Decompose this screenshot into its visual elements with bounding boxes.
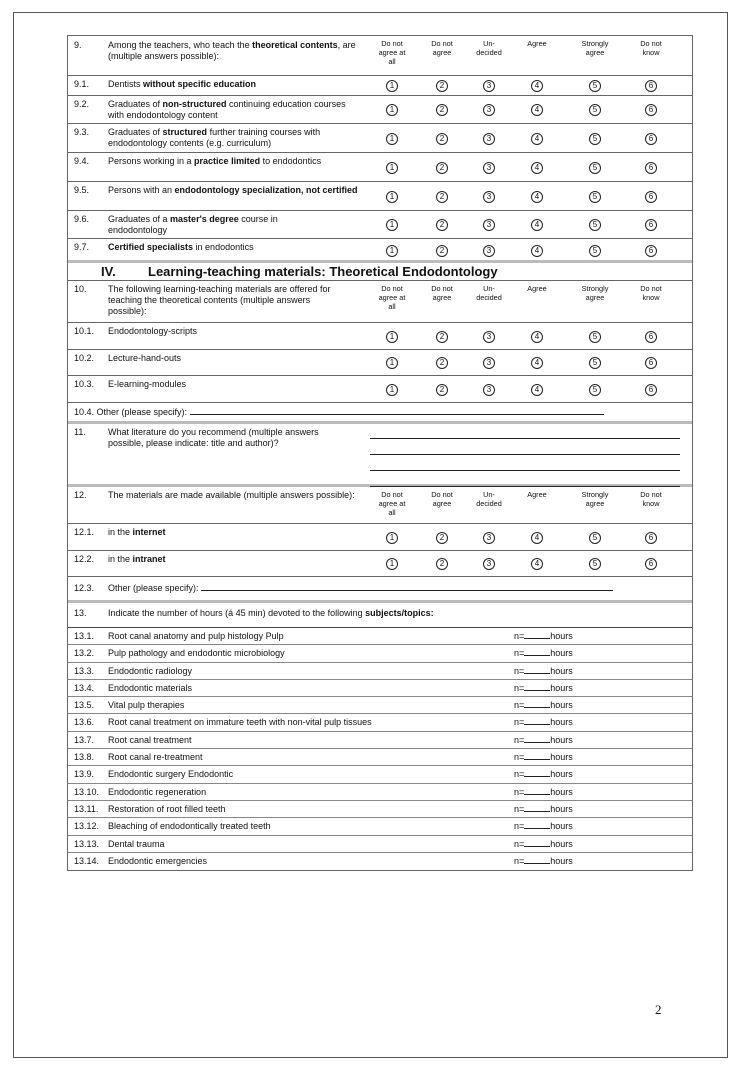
- rating-option-4[interactable]: 4: [531, 191, 543, 203]
- q10-text: The following learning-teaching materials are offered for teaching the theoretical contents (multiple answers possible):: [108, 284, 331, 316]
- q9-text: Among the teachers, who teach the theoretical contents, are (multiple answers possible):: [108, 40, 356, 61]
- section-iv-heading: [68, 263, 692, 281]
- rating-option-5[interactable]: 5: [589, 133, 601, 145]
- rating-option-2[interactable]: 2: [436, 532, 448, 544]
- topic-label: Endodontic surgery Endodontic: [108, 769, 234, 780]
- hours-field[interactable]: n= hours: [514, 752, 573, 763]
- rating-option-5[interactable]: 5: [589, 331, 601, 343]
- hours-field[interactable]: n= hours: [514, 803, 573, 814]
- topic-label: Endodontic emergencies: [108, 855, 208, 866]
- scale-header-label: Do not agree: [431, 490, 453, 508]
- rating-option-4[interactable]: 4: [531, 162, 543, 174]
- rating-option-6[interactable]: 6: [645, 80, 657, 92]
- rating-option-2[interactable]: 2: [436, 384, 448, 396]
- rating-option-5[interactable]: 5: [589, 532, 601, 544]
- topic-label: Root canal treatment on immature teeth with non-vital pulp tissues: [108, 717, 372, 728]
- rating-option-6[interactable]: 6: [645, 331, 657, 343]
- topic-label: Dental trauma: [108, 838, 165, 849]
- rating-option-2[interactable]: 2: [436, 331, 448, 343]
- rating-option-1[interactable]: 1: [386, 331, 398, 343]
- page-number: 2: [655, 1002, 662, 1017]
- scale-header-label: Do not know: [640, 490, 662, 508]
- topic-label: Endodontic radiology: [108, 665, 193, 676]
- hours-field[interactable]: n= hours: [514, 700, 573, 711]
- q9-item-row[interactable]: 9.2. Graduates of non-structured continuing education courses with endodontology content 1 2 3 4 5 6: [68, 96, 692, 124]
- section-title: Learning-teaching materials: Theoretical Endodontology: [148, 264, 498, 279]
- rating-option-4[interactable]: 4: [531, 532, 543, 544]
- scale-header-label: Un- decided: [476, 284, 502, 302]
- rating-option-3[interactable]: 3: [483, 133, 495, 145]
- rating-option-3[interactable]: 3: [483, 191, 495, 203]
- q9-number: 9.: [74, 40, 82, 50]
- q12-item-row[interactable]: 12.2. in the intranet 1 2 3 4 5 6: [68, 551, 692, 577]
- rating-option-2[interactable]: 2: [436, 191, 448, 203]
- scale-header-label: Do not agree: [431, 39, 453, 57]
- rating-option-1[interactable]: 1: [386, 133, 398, 145]
- rating-option-3[interactable]: 3: [483, 331, 495, 343]
- topic-label: Root canal anatomy and pulp histology Pulp: [108, 631, 284, 641]
- rating-option-1[interactable]: 1: [386, 191, 398, 203]
- rating-option-4[interactable]: 4: [531, 219, 543, 231]
- q13-hours-row[interactable]: 13.8. Root canal re-treatment n= hours: [68, 749, 692, 766]
- rating-option-4[interactable]: 4: [531, 558, 543, 570]
- q9-item-row[interactable]: 9.3. Graduates of structured further training courses with endodontology contents (e.g. curriculum) 1 2 3 4 5 6: [68, 124, 692, 153]
- q12-other-field[interactable]: [201, 590, 613, 591]
- q11-row[interactable]: 11. What literature do you recommend (multiple answers possible, please indicate: title and author)?: [68, 424, 692, 487]
- rating-option-4[interactable]: 4: [531, 80, 543, 92]
- topic-label: Endodontic materials: [108, 682, 193, 693]
- rating-option-5[interactable]: 5: [589, 162, 601, 174]
- rating-option-3[interactable]: 3: [483, 219, 495, 231]
- topic-label: Bleaching of endodontically treated teeth: [108, 821, 271, 832]
- scale-header-label: Do not agree at all: [378, 284, 406, 311]
- literature-line-1[interactable]: [370, 438, 680, 439]
- hours-field[interactable]: n= hours: [514, 769, 573, 780]
- item-text: in the intranet: [108, 554, 166, 564]
- q10-item-row[interactable]: 10.2. Lecture-hand-outs 1 2 3 4 5 6: [68, 350, 692, 376]
- item-text: Persons working in a practice limited to endodontics: [108, 156, 322, 166]
- scale-header-label: Do not agree at all: [378, 39, 406, 66]
- rating-option-1[interactable]: 1: [386, 245, 398, 257]
- rating-option-5[interactable]: 5: [589, 357, 601, 369]
- rating-option-6[interactable]: 6: [645, 133, 657, 145]
- rating-option-2[interactable]: 2: [436, 558, 448, 570]
- rating-option-2[interactable]: 2: [436, 162, 448, 174]
- rating-option-1[interactable]: 1: [386, 384, 398, 396]
- hours-field[interactable]: n= hours: [514, 734, 573, 745]
- rating-option-4[interactable]: 4: [531, 104, 543, 116]
- q12-text: The materials are made available (multiple answers possible):: [108, 490, 355, 500]
- q9-item-row[interactable]: 9.5. Persons with an endodontology specialization, not certified 1 2 3 4 5 6: [68, 182, 692, 211]
- topic-label: Pulp pathology and endodontic microbiology: [108, 648, 285, 659]
- topic-label: Root canal treatment: [108, 734, 192, 745]
- rating-option-4[interactable]: 4: [531, 384, 543, 396]
- rating-option-5[interactable]: 5: [589, 80, 601, 92]
- hours-field[interactable]: n= hours: [514, 717, 573, 728]
- q10-other-row[interactable]: [68, 403, 692, 424]
- q13-hours-row[interactable]: 13.4. Endodontic materials n= hours: [68, 680, 692, 697]
- q13-hours-list: [68, 628, 692, 870]
- hours-field[interactable]: n= hours: [514, 631, 573, 641]
- item-text: Certified specialists in endodontics: [108, 242, 254, 252]
- hours-field[interactable]: n= hours: [514, 855, 573, 866]
- q11-text: What literature do you recommend (multiple answers possible, please indicate: title and author)?: [108, 427, 319, 448]
- rating-option-6[interactable]: 6: [645, 384, 657, 396]
- q13-hours-row[interactable]: 13.2. Pulp pathology and endodontic microbiology n= hours: [68, 645, 692, 662]
- rating-option-2[interactable]: 2: [436, 104, 448, 116]
- hours-field[interactable]: n= hours: [514, 648, 573, 659]
- scale-header-label: Do not agree at all: [378, 490, 406, 517]
- rating-option-3[interactable]: 3: [483, 357, 495, 369]
- rating-option-5[interactable]: 5: [589, 104, 601, 116]
- rating-option-1[interactable]: 1: [386, 532, 398, 544]
- item-text: Lecture-hand-outs: [108, 353, 182, 363]
- rating-option-3[interactable]: 3: [483, 104, 495, 116]
- q12-other-row[interactable]: 12.3. Other (please specify):: [68, 577, 692, 603]
- q12-header-row: 12. The materials are made available (multiple answers possible): Do not agree at all Do not agree Un- decided Agree Strongly agree Do not know: [68, 487, 692, 524]
- q13-hours-row[interactable]: 13.6. Root canal treatment on immature teeth with non-vital pulp tissues n= hours: [68, 714, 692, 731]
- scale-header-label: Un- decided: [476, 490, 502, 508]
- item-text: Graduates of structured further training courses with endodontology contents (e.g. curriculum): [108, 127, 321, 148]
- rating-option-5[interactable]: 5: [589, 384, 601, 396]
- item-text: in the internet: [108, 527, 166, 537]
- scale-header-label: Strongly agree: [581, 39, 609, 57]
- item-text: Graduates of non-structured continuing education courses with endodontology content: [108, 99, 346, 120]
- q13-hours-row[interactable]: 13.11. Restoration of root filled teeth n= hours: [68, 801, 692, 818]
- q9-item-row[interactable]: 9.6. Graduates of a master's degree course in endodontology 1 2 3 4 5 6: [68, 211, 692, 239]
- scale-header-label: Agree: [527, 490, 547, 499]
- rating-option-6[interactable]: 6: [645, 532, 657, 544]
- rating-option-5[interactable]: 5: [589, 245, 601, 257]
- q13-hours-row[interactable]: 13.10. Endodontic regeneration n= hours: [68, 784, 692, 801]
- hours-field[interactable]: n= hours: [514, 665, 573, 676]
- q13-text: Indicate the number of hours (á 45 min) devoted to the following subjects/topics:: [108, 608, 434, 618]
- rating-option-2[interactable]: 2: [436, 219, 448, 231]
- rating-option-1[interactable]: 1: [386, 104, 398, 116]
- topic-label: Vital pulp therapies: [108, 700, 185, 711]
- rating-option-1[interactable]: 1: [386, 558, 398, 570]
- questionnaire-table: [67, 35, 693, 871]
- q9-header-row: [68, 36, 692, 76]
- q13-hours-row[interactable]: 13.12. Bleaching of endodontically treated teeth n= hours: [68, 818, 692, 835]
- item-text: Dentists without specific education: [108, 79, 257, 89]
- rating-option-2[interactable]: 2: [436, 80, 448, 92]
- q13-hours-row[interactable]: 13.1. Root canal anatomy and pulp histology Pulp n= hours: [68, 628, 692, 645]
- rating-option-3[interactable]: 3: [483, 162, 495, 174]
- rating-option-2[interactable]: 2: [436, 357, 448, 369]
- q10-header-row: 10. The following learning-teaching materials are offered for teaching the theoretical contents (multiple answers possible): Do not agree at all Do not agree Un- decided Agree Strongly agree Do not know: [68, 281, 692, 323]
- rating-option-1[interactable]: 1: [386, 219, 398, 231]
- q9-item-row[interactable]: 9.7. Certified specialists in endodontics 1 2 3 4 5 6: [68, 239, 692, 263]
- rating-option-3[interactable]: 3: [483, 558, 495, 570]
- q13-hours-row[interactable]: 13.3. Endodontic radiology n= hours: [68, 663, 692, 680]
- rating-option-6[interactable]: 6: [645, 219, 657, 231]
- rating-option-6[interactable]: 6: [645, 191, 657, 203]
- rating-option-6[interactable]: 6: [645, 104, 657, 116]
- q10-item-row[interactable]: 10.1. Endodontology-scripts 1 2 3 4 5 6: [68, 323, 692, 350]
- rating-option-6[interactable]: 6: [645, 357, 657, 369]
- rating-option-3[interactable]: 3: [483, 384, 495, 396]
- q13-hours-row[interactable]: 13.7. Root canal treatment n= hours: [68, 732, 692, 749]
- topic-label: Root canal re-treatment: [108, 752, 203, 763]
- rating-option-3[interactable]: 3: [483, 532, 495, 544]
- q10-other-label: 10.4. Other (please specify):: [74, 407, 604, 418]
- q13-hours-row[interactable]: 13.5. Vital pulp therapies n= hours: [68, 697, 692, 714]
- item-text: Endodontology-scripts: [108, 326, 198, 336]
- rating-option-5[interactable]: 5: [589, 558, 601, 570]
- scale-header-label: Do not know: [640, 284, 662, 302]
- rating-option-3[interactable]: 3: [483, 80, 495, 92]
- section-numeral: IV.: [101, 264, 116, 279]
- q12-item-row[interactable]: 12.1. in the internet 1 2 3 4 5 6: [68, 524, 692, 551]
- q10-other-field[interactable]: [190, 414, 604, 415]
- item-text: E-learning-modules: [108, 379, 187, 389]
- q13-hours-row[interactable]: 13.9. Endodontic surgery Endodontic n= hours: [68, 766, 692, 783]
- literature-line-3[interactable]: [370, 470, 680, 471]
- scale-header-label: Strongly agree: [581, 490, 609, 508]
- hours-field[interactable]: n= hours: [514, 821, 573, 832]
- rating-option-6[interactable]: 6: [645, 245, 657, 257]
- scale-header-label: Agree: [527, 284, 547, 293]
- item-text: Graduates of a master's degree course in endodontology: [108, 214, 278, 235]
- rating-option-4[interactable]: 4: [531, 357, 543, 369]
- literature-line-2[interactable]: [370, 454, 680, 455]
- scale-header-label: Do not agree: [431, 284, 453, 302]
- rating-option-4[interactable]: 4: [531, 245, 543, 257]
- rating-option-2[interactable]: 2: [436, 245, 448, 257]
- q13-header-row: 13. Indicate the number of hours (á 45 min) devoted to the following subjects/topics:: [68, 603, 692, 628]
- hours-field[interactable]: n= hours: [514, 838, 573, 849]
- hours-field[interactable]: n= hours: [514, 682, 573, 693]
- rating-option-1[interactable]: 1: [386, 357, 398, 369]
- rating-option-5[interactable]: 5: [589, 219, 601, 231]
- rating-option-4[interactable]: 4: [531, 133, 543, 145]
- item-text: Persons with an endodontology specialization, not certified: [108, 185, 358, 195]
- scale-header-label: Do not know: [640, 39, 662, 57]
- topic-label: Restoration of root filled teeth: [108, 803, 226, 814]
- topic-label: Endodontic regeneration: [108, 786, 207, 797]
- rating-option-1[interactable]: 1: [386, 162, 398, 174]
- q10-item-row[interactable]: 10.3. E-learning-modules 1 2 3 4 5 6: [68, 376, 692, 403]
- rating-option-6[interactable]: 6: [645, 558, 657, 570]
- rating-option-2[interactable]: 2: [436, 133, 448, 145]
- rating-option-3[interactable]: 3: [483, 245, 495, 257]
- q13-hours-row[interactable]: 13.13. Dental trauma n= hours: [68, 836, 692, 853]
- q13-hours-row[interactable]: 13.14. Endodontic emergencies n= hours: [74, 855, 573, 866]
- scale-header-label: Strongly agree: [581, 284, 609, 302]
- q9-item-row[interactable]: 9.1. Dentists without specific education 1 2 3 4 5 6: [68, 76, 692, 96]
- q9-item-row[interactable]: 9.4. Persons working in a practice limited to endodontics 1 2 3 4 5 6: [68, 153, 692, 182]
- rating-option-1[interactable]: 1: [386, 80, 398, 92]
- rating-option-5[interactable]: 5: [589, 191, 601, 203]
- hours-field[interactable]: n= hours: [514, 786, 573, 797]
- rating-option-4[interactable]: 4: [531, 331, 543, 343]
- scale-header-label: Un- decided: [476, 39, 502, 57]
- rating-option-6[interactable]: 6: [645, 162, 657, 174]
- scale-header-label: Agree: [527, 39, 547, 48]
- q12-other-label: Other (please specify):: [108, 583, 613, 594]
